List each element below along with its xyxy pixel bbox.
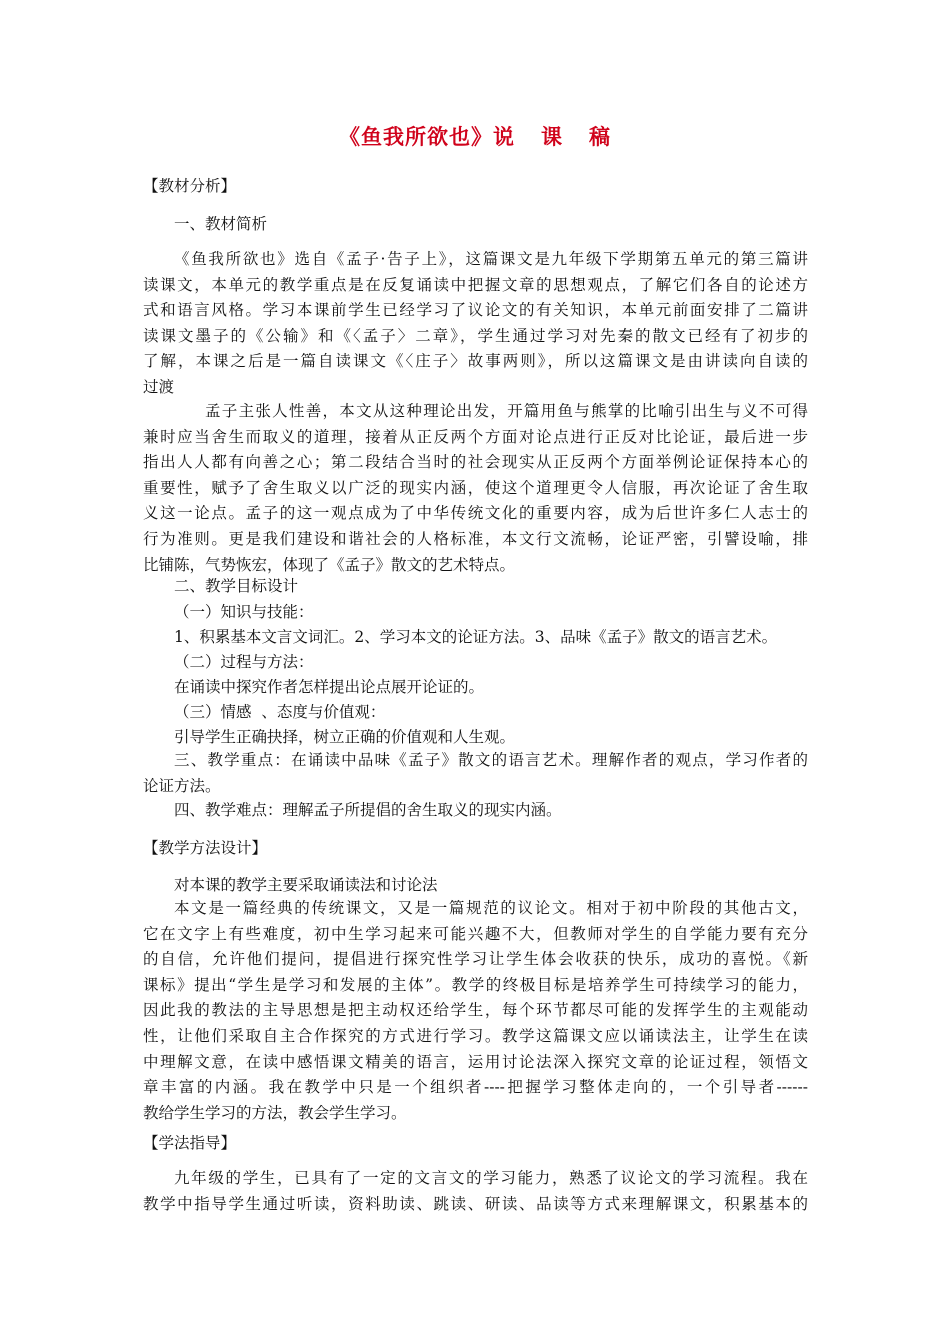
key-line: 三、教学重点：在诵读中品味《孟子》散文的语言艺术。理解作者的观点，学习作者的 [174, 751, 808, 769]
method-intro: 对本课的教学主要采取诵读法和讨论法 [174, 876, 438, 894]
p3-line: 的自信，允许他们提问，提倡进行探究性学习让学生体会收获的快乐，成功的喜悦。《新 [143, 950, 808, 969]
paragraph-2 [143, 399, 808, 578]
p1-line: 式和语言风格。学习本课前学生已经学习了议论文的有关知识，本单元前面安排了二篇讲 [143, 301, 808, 320]
subheading-teaching-goals: 二、教学目标设计 [174, 577, 299, 595]
p3-line: 课标》提出“学生是学习和发展的主体”。教学的终极目标是培养学生可持续学习的能力， [143, 975, 808, 994]
paragraph-4 [143, 1166, 808, 1217]
paragraph-1 [143, 247, 808, 401]
p3-line: 中理解文意，在读中感悟课文精美的语言，运用讨论法深入探究文章的论证过程，领悟文 [143, 1052, 808, 1071]
teaching-key-points [143, 748, 808, 799]
goal-emotion-heading: （三）情感 、态度与价值观： [174, 703, 386, 721]
p2-line: 重要性，赋予了舍生取义以广泛的现实内涵，使这个道理更令人信服，再次论证了舍生取 [143, 478, 808, 497]
teaching-difficulty: 四、教学难点：理解孟子所提倡的舍生取义的现实内涵。 [174, 801, 562, 819]
p2-line: 孟子主张人性善，本文从这种理论出发，开篇用鱼与熊掌的比喻引出生与义不可得 [205, 402, 808, 420]
title-char-1: 课 [541, 124, 563, 149]
p1-line: 过渡 [143, 377, 175, 396]
p3-line: 教给学生学习的方法，教会学生学习。 [143, 1103, 407, 1122]
section-heading-textbook-analysis: 【教材分析】 [143, 177, 237, 195]
p3-line: 性，让他们采取自主合作探究的方式进行学习。教学这篇课文应以诵读法主，让学生在读 [143, 1026, 808, 1045]
p3-line: 它在文字上有些难度，初中生学习起来可能兴趣不大，但教师对学生的自学能力要有充分 [143, 924, 808, 943]
paragraph-3 [143, 896, 808, 1126]
section-heading-study-guidance: 【学法指导】 [143, 1134, 237, 1152]
goal-knowledge-text: 1、积累基本文言文词汇。2、学习本文的论证方法。3、品味《孟子》散文的语言艺术。 [174, 628, 778, 646]
p2-line: 比铺陈，气势恢宏，体现了《孟子》散文的艺术特点。 [143, 555, 516, 574]
title-char-2: 稿 [589, 124, 611, 149]
p4-line: 九年级的学生，已具有了一定的文言文的学习能力，熟悉了议论文的学习流程。我在 [174, 1169, 808, 1187]
goal-emotion-text: 引导学生正确抉择，树立正确的价值观和人生观。 [174, 728, 516, 746]
p3-line: 本文是一篇经典的传统课文，又是一篇规范的议论文。相对于初中阶段的其他古文， [174, 899, 808, 917]
p1-line: 了解，本课之后是一篇自读课文《〈庄子〉故事两则》，所以这篇课文是由讲读向自读的 [143, 352, 808, 371]
key-line: 论证方法。 [143, 776, 221, 795]
subheading-textbook-brief: 一、教材简析 [174, 215, 268, 233]
p2-line: 行为准则。更是我们建设和谐社会的人格标准，本文行文流畅，论证严密，引譬设喻，排 [143, 529, 808, 548]
document-title [0, 122, 950, 152]
p1-line: 读课文墨子的《公输》和《〈孟子〉二章》，学生通过学习对先秦的散文已经有了初步的 [143, 326, 808, 345]
section-heading-teaching-method: 【教学方法设计】 [143, 839, 268, 857]
title-main: 《鱼我所欲也》说 [339, 124, 515, 149]
goal-process-heading: （二）过程与方法： [174, 653, 314, 671]
p2-line: 兼时应当舍生而取义的道理，接着从正反两个方面对论点进行正反对比论证，最后进一步 [143, 427, 808, 446]
p3-line: 因此我的教法的主导思想是把主动权还给学生，每个环节都尽可能的发挥学生的主观能动 [143, 1001, 808, 1020]
p3-line: 章丰富的内涵。我在教学中只是一个组织者----把握学习整体走向的，一个引导者------ [143, 1078, 808, 1097]
p1-line: 读课文，本单元的教学重点是在反复诵读中把握文章的思想观点，了解它们各自的论述方 [143, 275, 808, 294]
goal-knowledge-heading: （一）知识与技能： [174, 603, 314, 621]
p1-line: 《鱼我所欲也》选自《孟子·告子上》，这篇课文是九年级下学期第五单元的第三篇讲 [174, 250, 808, 268]
p2-line: 指出人人都有向善之心；第二段结合当时的社会现实从正反两个方面举例论证保持本心的 [143, 453, 808, 472]
p2-line: 义这一论点。孟子的这一观点成为了中华传统文化的重要内容，成为后世许多仁人志士的 [143, 504, 808, 523]
goal-process-text: 在诵读中探究作者怎样提出论点展开论证的。 [174, 678, 485, 696]
p4-line: 教学中指导学生通过听读，资料助读、跳读、研读、品读等方式来理解课文，积累基本的 [143, 1194, 808, 1213]
